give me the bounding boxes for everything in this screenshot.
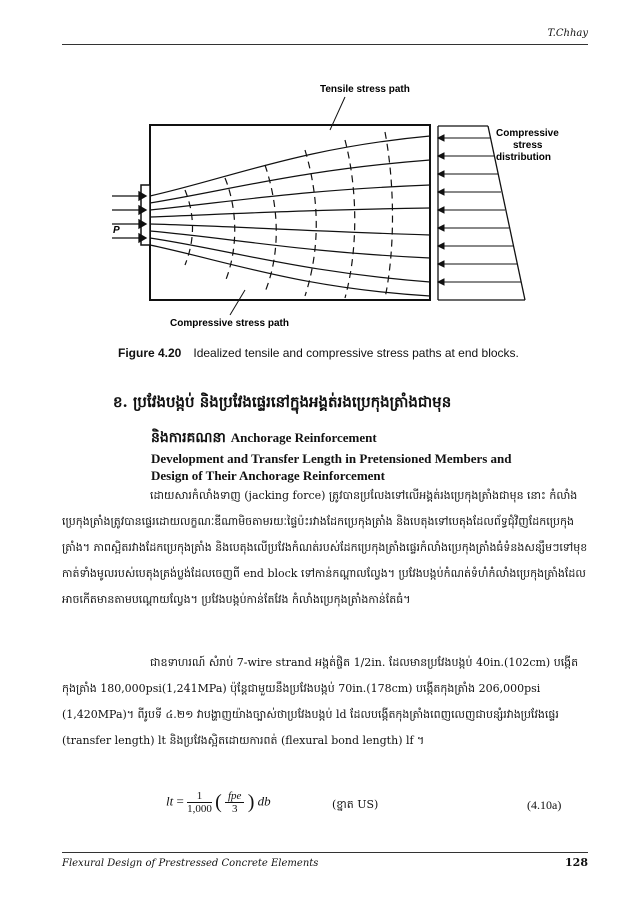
eq-inner-num: fpe: [225, 790, 244, 803]
paragraph-1: ដោយសារកំលាំងទាញ (jacking force) ត្រូវបានប្រលែងទៅលើអង្គត់រងប្រេកុងត្រាំងជាមុន នោះ កំលាំងប្រេកុងត្រាំងត្រូវបានផ្ទេរដោយលក្ខណៈឌីណាមិចតាមរយៈផ្ទៃប៉ះរវាងដែកប្រេកុងត្រាំង និងបេតុងទៅបេតុងដែលព័ទ្ធជុំវិញដែកប្រេកុងត្រាំង។ ភាពស្អិតរវាងដែកប្រេកុងត្រាំង និងបេតុងលើប្រវែងកំណត់របស់ដែកប្រេកុងត្រាំងផ្ទេរកំលាំងប្រេកុងត្រាំងធំទំនងសន្សឹមៗទៅមុខកាត់ទាំងមូលរបស់បេតុងត្រង់ប្លង់ដែលចេញពី end block ទៅកាន់កណ្តាលល្វែង។ ប្រវែងបង្កប់កំណត់ទំហំកំលាំងប្រេកុងត្រាំងដែលអាចកើតមានតាមបណ្តោយល្វែង។ ប្រវែងបង្កប់កាន់តែវែង កំលាំងប្រេកុងត្រាំងកាន់តែធំ។: [62, 489, 588, 606]
paragraph-2: ជាឧទាហរណ៍ សំរាប់ 7-wire strand អង្កត់ផ្ចិត 1/2in. ដែលមានប្រវែងបង្កប់ 40in.(102cm) បង្កើតកុងត្រាំង 180,000psi(1,241MPa) ប៉ុន្តែជាមួយនឹងប្រវែងបង្កប់ 70in.(178cm) បង្កើតកុងត្រាំង 206,000psi (1,420MPa)។ ពីរូបទី ៤.២១ វាបង្ហាញយ៉ាងច្បាស់ថាប្រវែងបង្កប់ ld ដែលបង្កើតកុងត្រាំងពេញលេញជាបន្សំរវាងប្រវែងផ្ទេរ (transfer length) lt និងប្រវែងស្អិតដោយការពត់ (flexural bond length) lf ។: [62, 656, 579, 747]
end-block-outline: [150, 125, 430, 300]
english-title-line1: Development and Transfer Length in Pretensioned Members and: [151, 451, 512, 466]
eq-inner-den: 3: [231, 803, 238, 815]
equation-number: (4.10a): [527, 798, 562, 812]
english-title-line2: Design of Their Anchorage Reinforcement: [151, 468, 385, 483]
page-number: 128: [565, 856, 588, 869]
tensile-label: Tensile stress path: [320, 84, 410, 95]
compressive-dist-label-3: distribution: [496, 152, 551, 163]
subheading-en: Anchorage Reinforcement: [230, 430, 377, 445]
eq-lhs: lt: [166, 793, 174, 809]
footer-title: Flexural Design of Prestressed Concrete Elements: [62, 858, 319, 869]
eq-fraction: [187, 790, 212, 815]
figure-number: Figure 4.20: [118, 346, 182, 360]
eq-inner-fraction: [225, 790, 244, 815]
figure-caption: [118, 346, 519, 360]
header-author: T.Chhay: [547, 28, 588, 39]
compressive-path-label: Compressive stress path: [170, 318, 289, 329]
figure-4-20: [0, 0, 638, 345]
compressive-dist-label-2: stress: [513, 140, 543, 151]
compressive-dist-label-1: Compressive: [496, 128, 559, 139]
figure-caption-text: Idealized tensile and compressive stress paths at end blocks.: [193, 346, 519, 360]
equation-unit: (ខ្នាត US): [332, 798, 379, 811]
eq-tail: db: [257, 793, 271, 809]
force-label: P: [113, 225, 120, 236]
compressive-stress-paths: [185, 132, 393, 298]
eq-numerator: 1: [187, 790, 212, 803]
subheading-kh: និងការគណនា: [151, 430, 226, 446]
eq-denominator: 1,000: [187, 803, 212, 815]
footer-rule: [62, 852, 588, 853]
section-subheading: [151, 428, 377, 449]
section-heading: ខ. ប្រវែងបង្កប់ និងប្រវែងផ្ទេរនៅក្នុងអង្គត់រងប្រេកុងត្រាំងជាមុន: [113, 393, 452, 411]
equation-4-10a: lt = $\frac{1}{1,000}$ ( $\frac{\text{fpe}}{3}$ ) db: [166, 790, 271, 815]
